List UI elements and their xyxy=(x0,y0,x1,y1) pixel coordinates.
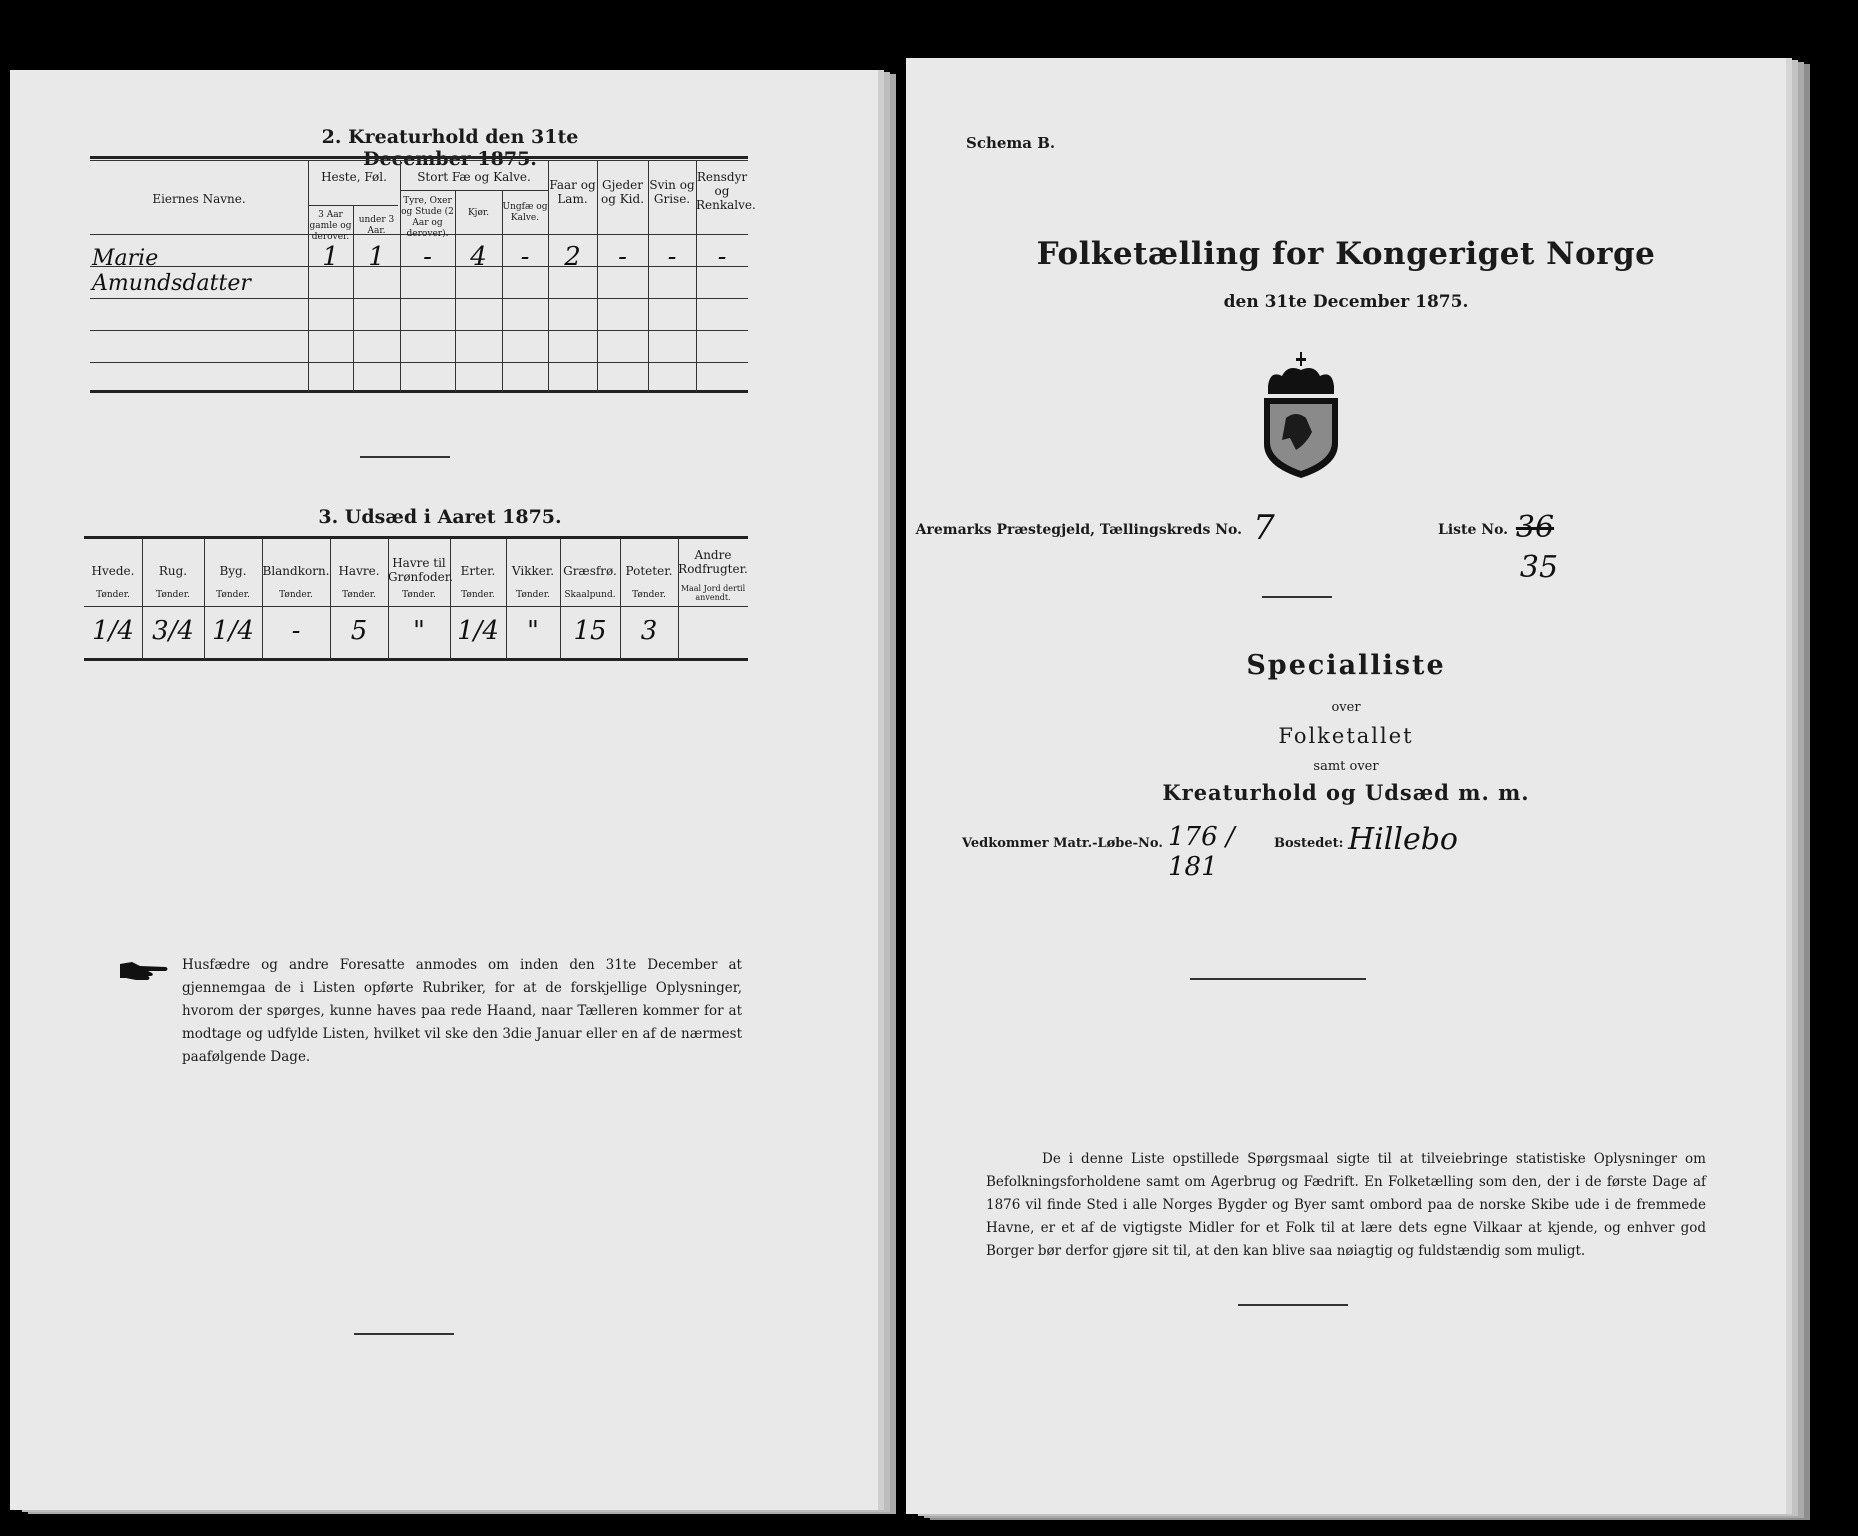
right-page xyxy=(906,58,1786,1514)
notice-text: Husfædre og andre Foresatte anmodes om inden den 31te December at gjennemgaa de i Listen opførte Rubriker, for at de forskjellige Oplysninger, hvorom der spørges, kunne haves paa rede Haand, naar Tælleren kommer for at modtage og udfylde Listen, hvilket vil ske den 3die Januar eller en af de nærmest paafølgende Dage. xyxy=(182,957,742,1065)
divider xyxy=(360,456,450,458)
kreaturhold-line: Kreaturhold og Udsæd m. m. xyxy=(1162,780,1530,805)
sowing-header: Havre. xyxy=(338,564,380,578)
liste-number-struck: 36 xyxy=(1515,510,1555,545)
divider xyxy=(1262,596,1332,598)
sowing-header: Poteter. xyxy=(625,564,673,578)
sowing-header: Byg. xyxy=(219,564,247,578)
sowing-unit: Tønder. xyxy=(342,590,376,600)
sowing-unit: Tønder. xyxy=(279,590,313,600)
sowing-cell: - xyxy=(291,616,301,646)
divider xyxy=(1238,1304,1348,1306)
over-text: over xyxy=(1331,700,1361,715)
parish-label: Aremarks Præstegjeld, Tællingskreds No. xyxy=(915,522,1242,538)
sowing-unit: Tønder. xyxy=(156,590,190,600)
liste-label: Liste No. xyxy=(1438,522,1509,538)
sowing-unit: Maal Jord dertil anvendt. xyxy=(680,584,746,602)
sowing-unit: Tønder. xyxy=(461,590,495,600)
livestock-cell: - xyxy=(423,242,432,272)
divider xyxy=(354,1333,454,1335)
livestock-cell: - xyxy=(520,242,530,272)
heste-3aar-header: 3 Aar gamle og derover. xyxy=(309,210,352,242)
sowing-unit: Skaalpund. xyxy=(564,590,616,600)
tyre-header: Tyre, Oxer og Stude (2 Aar og derover). xyxy=(401,196,454,239)
sowing-unit: Tønder. xyxy=(402,590,436,600)
owner-header: Eiernes Navne. xyxy=(152,192,246,206)
form-date: den 31te December 1875. xyxy=(1223,292,1469,312)
left-page xyxy=(10,70,878,1510)
sowing-cell: " xyxy=(413,616,425,646)
livestock-cell: - xyxy=(717,242,727,272)
owner-name: Marie Amundsdatter xyxy=(92,246,251,296)
livestock-cell: 1 xyxy=(322,242,339,272)
sowing-header: Rug. xyxy=(158,564,188,578)
sowing-cell: 15 xyxy=(573,616,607,646)
sowing-unit: Tønder. xyxy=(516,590,550,600)
ungfae-header: Ungfæ og Kalve. xyxy=(502,202,548,223)
livestock-cell: - xyxy=(618,242,627,272)
info-paragraph: De i denne Liste opstillede Spørgsmaal sigte til at tilveiebringe statistiske Oplysninger om Befolkningsforholdene samt om Agerbrug og Fædrift. En Folketælling som den, der i de første Dage af 1876 vil finde Sted i alle Norges Bygder og Byer samt ombord paa de norske Skibe ude i de fremmede Havne, er et af de vigtigste Midler for et Folk til at lære dets egne Vilkaar at kjende, og enhver god Borger bør derfor gjøre sit til, at den kan blive saa nøiagtig og fuldstændig som muligt. xyxy=(986,1151,1706,1259)
heste-group-header: Heste, Føl. xyxy=(321,170,387,184)
sowing-header: Andre Rodfrugter. xyxy=(678,548,748,576)
gjeder-header: Gjeder og Kid. xyxy=(600,178,645,206)
liste-number: 35 xyxy=(1519,550,1559,585)
sowing-header: Blandkorn. xyxy=(262,564,330,578)
sowing-cell: 1/4 xyxy=(457,616,499,646)
sowing-unit: Tønder. xyxy=(632,590,666,600)
bostedet-value: Hillebo xyxy=(1348,822,1458,857)
sowing-header: Hvede. xyxy=(91,564,135,578)
sowing-cell: " xyxy=(527,616,539,646)
section2-title: 2. Kreaturhold den 31te December 1875. xyxy=(321,126,579,170)
form-title: Folketælling for Kongeriget Norge xyxy=(1036,236,1656,272)
sowing-cell: 3/4 xyxy=(152,616,194,646)
sowing-cell: 3 xyxy=(640,616,658,646)
sowing-header: Vikker. xyxy=(511,564,555,578)
livestock-cell: 4 xyxy=(470,242,487,272)
bostedet-label: Bostedet: xyxy=(1274,836,1344,851)
sowing-header: Havre til Grønfoder. xyxy=(388,556,453,584)
sowing-cell: 1/4 xyxy=(92,616,134,646)
rensdyr-header: Rensdyr og Renkalve. xyxy=(696,170,756,212)
folketallet-text: Folketallet xyxy=(1278,724,1414,748)
norwegian-coat-of-arms-icon xyxy=(1256,352,1346,480)
livestock-cell: 2 xyxy=(564,242,581,272)
schema-label: Schema B. xyxy=(966,134,1056,152)
sowing-cell: 5 xyxy=(350,616,368,646)
matr-label: Vedkommer Matr.-Løbe-No. xyxy=(962,836,1163,851)
sowing-unit: Tønder. xyxy=(216,590,250,600)
sowing-header: Græsfrø. xyxy=(563,564,617,578)
section3-title: 3. Udsæd i Aaret 1875. xyxy=(318,506,562,528)
svin-header: Svin og Grise. xyxy=(649,178,695,206)
sowing-header: Erter. xyxy=(460,564,496,578)
matr-value: 176 / 181 xyxy=(1168,822,1235,882)
faar-header: Faar og Lam. xyxy=(549,178,596,206)
pointing-hand-icon xyxy=(118,958,170,984)
livestock-cell: 1 xyxy=(368,242,385,272)
heste-under-3aar-header: under 3 Aar. xyxy=(358,215,395,236)
kjor-header: Kjør. xyxy=(467,208,490,218)
specialliste-title: Specialliste xyxy=(1246,650,1446,681)
sowing-cell: 1/4 xyxy=(212,616,254,646)
sowing-unit: Tønder. xyxy=(96,590,130,600)
kreds-number: 7 xyxy=(1253,508,1275,548)
samt-over-text: samt over xyxy=(1313,759,1379,774)
divider xyxy=(1190,978,1366,980)
livestock-cell: - xyxy=(667,242,677,272)
stort-fae-group-header: Stort Fæ og Kalve. xyxy=(417,170,531,184)
